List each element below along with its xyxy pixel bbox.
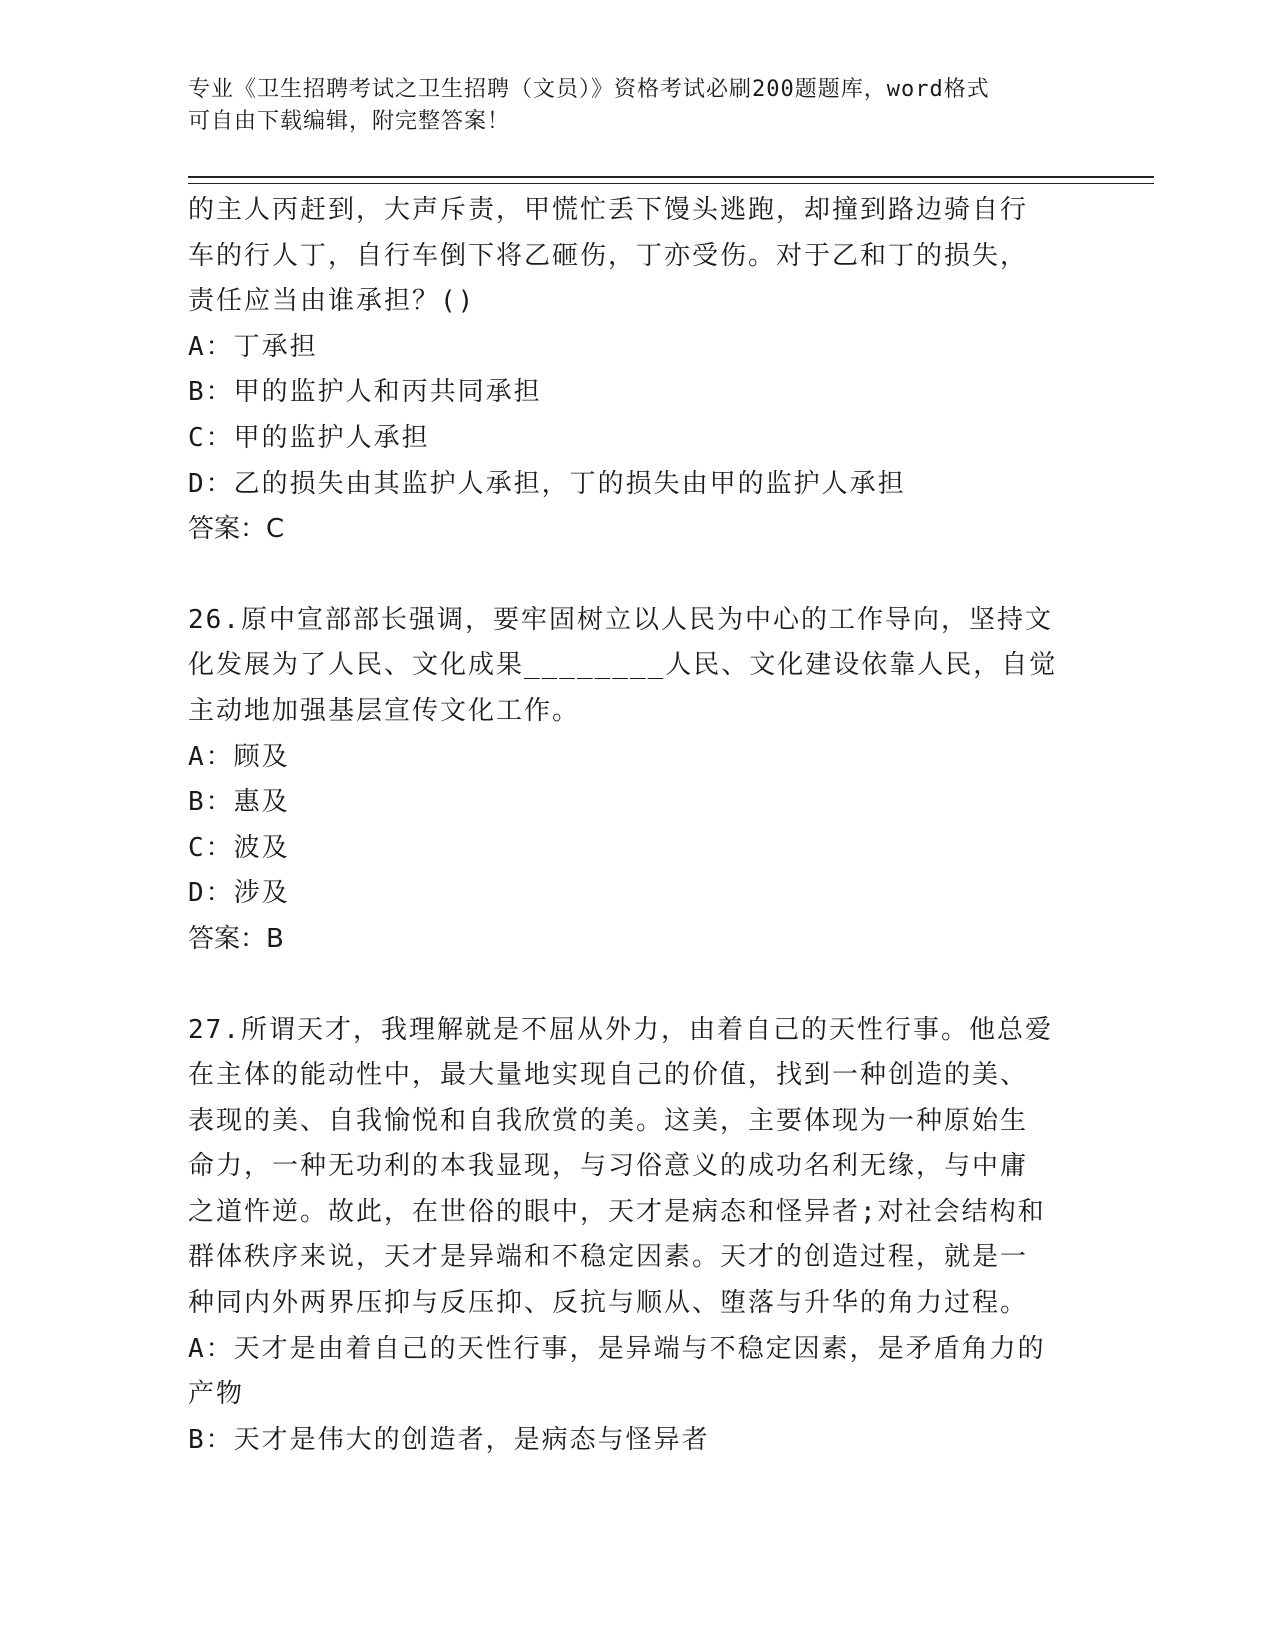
- option-b: B：惠及: [188, 787, 290, 818]
- option-a: A：顾及: [188, 741, 290, 772]
- spacer: [188, 553, 1088, 598]
- question-text-line: 群体秩序来说，天才是异端和不稳定因素。天才的创造过程，就是一: [188, 1242, 1029, 1273]
- option-d: D：涉及: [188, 878, 290, 909]
- option-b: B：甲的监护人和丙共同承担: [188, 377, 542, 408]
- answer: 答案：C: [188, 514, 285, 545]
- page-header: [188, 74, 1088, 138]
- option-c: C：甲的监护人承担: [188, 422, 430, 453]
- question-text-line: 之道忤逆。故此，在世俗的眼中，天才是病态和怪异者;对社会结构和: [188, 1196, 1046, 1227]
- question-text-line: 在主体的能动性中，最大量地实现自己的价值，找到一种创造的美、: [188, 1060, 1029, 1091]
- spacer: [188, 963, 1088, 1008]
- question-text-line: 的主人丙赶到，大声斥责，甲慌忙丢下馒头逃跑，却撞到路边骑自行: [188, 195, 1029, 225]
- header-line-2: 可自由下载编辑，附完整答案！: [188, 109, 511, 134]
- question-text-line: 主动地加强基层宣传文化工作。: [188, 695, 581, 726]
- option-a: A：丁承担: [188, 331, 318, 362]
- question-25: [188, 188, 1088, 553]
- header-rule: [188, 176, 1154, 184]
- header-line-1: 专业《卫生招聘考试之卫生招聘（文员）》资格考试必刷200题题库，word格式: [188, 77, 990, 102]
- option-a-continued: 产物: [188, 1379, 245, 1410]
- question-text-line: 化发展为了人民、文化成果________人民、文化建设依靠人民，自觉: [188, 650, 1058, 681]
- option-c: C：波及: [188, 832, 290, 863]
- option-b: B：天才是伟大的创造者，是病态与怪异者: [188, 1424, 710, 1455]
- option-a: A：天才是由着自己的天性行事，是异端与不稳定因素，是矛盾角力的: [188, 1333, 1046, 1364]
- question-27: [188, 1008, 1088, 1464]
- question-text-line: 表现的美、自我愉悦和自我欣赏的美。这美，主要体现为一种原始生: [188, 1105, 1029, 1136]
- question-text-line: 27.所谓天才，我理解就是不屈从外力，由着自己的天性行事。他总爱: [188, 1014, 1053, 1045]
- question-text-line: 命力，一种无功利的本我显现，与习俗意义的成功名利无缘，与中庸: [188, 1151, 1029, 1182]
- question-26: [188, 598, 1088, 963]
- option-d: D：乙的损失由其监护人承担，丁的损失由甲的监护人承担: [188, 468, 906, 499]
- question-text-line: 责任应当由谁承担？(): [188, 286, 476, 317]
- document-body: [188, 188, 1088, 1463]
- answer: 答案：B: [188, 923, 284, 954]
- question-text-line: 种同内外两界压抑与反压抑、反抗与顺从、堕落与升华的角力过程。: [188, 1288, 1029, 1319]
- question-text-line: 26.原中宣部部长强调，要牢固树立以人民为中心的工作导向，坚持文: [188, 604, 1053, 635]
- question-text-line: 车的行人丁，自行车倒下将乙砸伤，丁亦受伤。对于乙和丁的损失，: [188, 240, 1029, 271]
